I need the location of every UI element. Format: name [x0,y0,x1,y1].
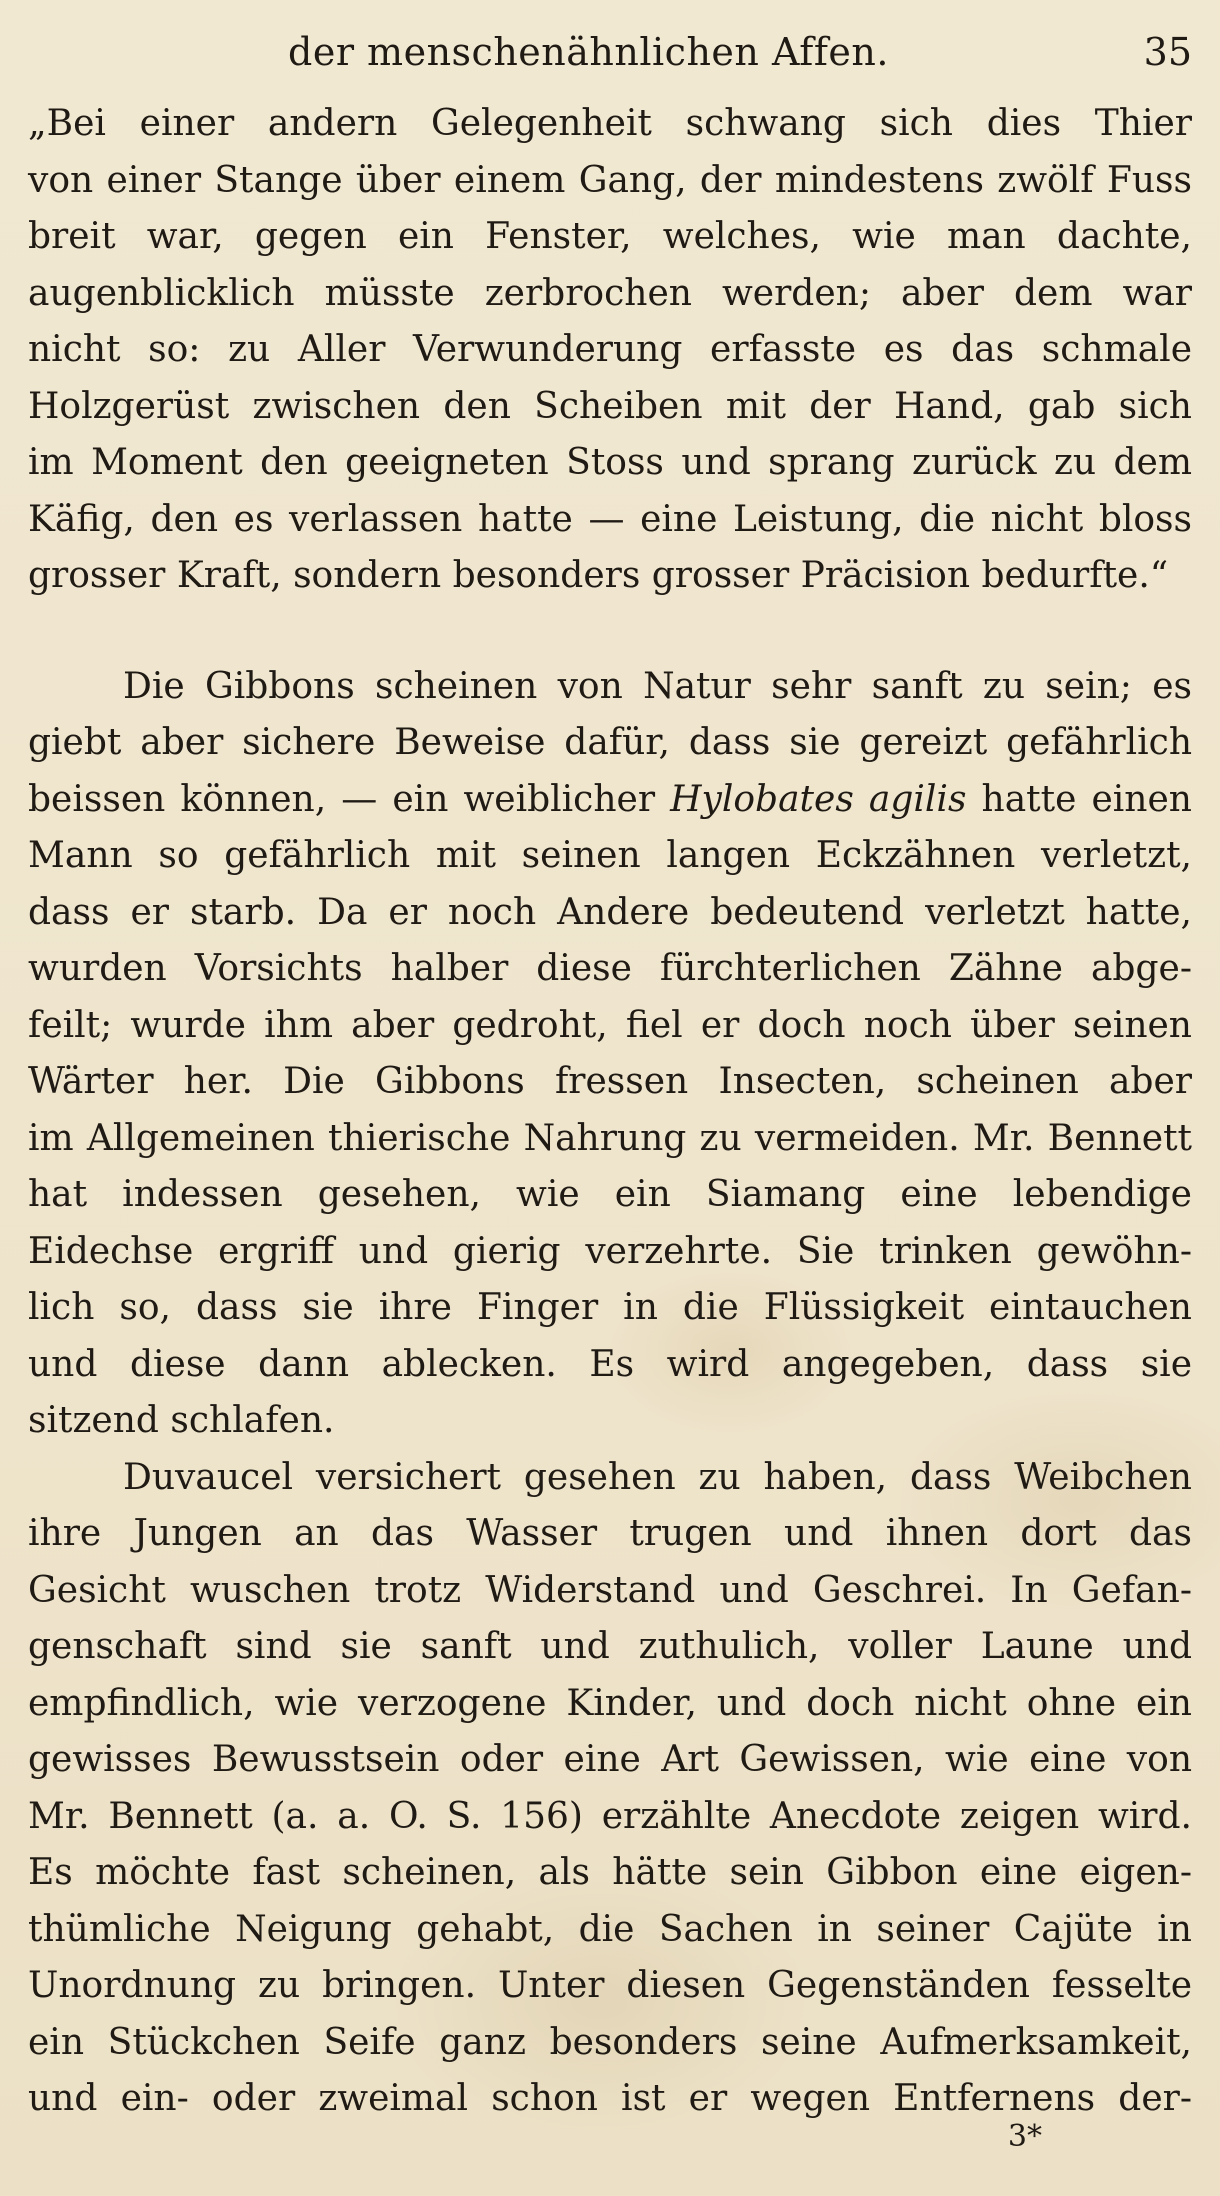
text-line: giebt aber sichere Beweise dafür, dass sie gereizt gefährlich [28,722,1192,763]
text-line: gewisses Bewusstsein oder eine Art Gewissen, wie eine von [28,1739,1192,1780]
text-line: genschaft sind sie sanft und zuthulich, voller Laune und [28,1626,1192,1667]
text-line: Mr. Bennett (a. a. O. S. 156) erzählte Anecdote zeigen wird. [28,1795,1192,1837]
text-line: im Allgemeinen thierische Nahrung zu vermeiden. Mr. Bennett [28,1117,1192,1159]
body-text [28,96,1192,2128]
text-line: ein Stückchen Seife ganz besonders seine Aufmerksamkeit, [28,2021,1192,2063]
species-name: Hylobates agilis [670,778,967,820]
text-line: Holzgerüst zwischen den Scheiben mit der Hand, gab sich [28,385,1192,427]
text-line-species [28,772,1192,829]
paragraph-quote [28,96,1192,605]
paragraph-gap [28,605,1192,659]
text-line: „Bei einer andern Gelegenheit schwang sich dies Thier [28,103,1192,144]
text-line: grosser Kraft, sondern besonders grosser Präcision bedurfte.“ [28,555,1169,596]
text-line: Duvaucel versichert gesehen zu haben, dass Weibchen [123,1456,1192,1498]
text-line: feilt; wurde ihm aber gedroht, fiel er doch noch über seinen [28,1004,1192,1046]
text-segment: hatte einen [966,778,1192,820]
text-line: dass er starb. Da er noch Andere bedeutend verletzt hatte, [28,891,1192,933]
text-line: hat indessen gesehen, wie ein Siamang eine lebendige [28,1174,1192,1215]
paragraph-gibbons-nature [28,659,1192,1450]
page-number: 35 [1143,30,1192,74]
text-line: und ein- oder zweimal schon ist er wegen Entfernens der- [28,2078,1192,2119]
text-line: Mann so gefährlich mit seinen langen Eckzähnen verletzt, [28,835,1192,876]
text-line: thümliche Neigung gehabt, die Sachen in seiner Cajüte in [28,1908,1192,1950]
text-line: Die Gibbons scheinen von Natur sehr sanft zu sein; es [123,665,1192,707]
text-line: und diese dann ablecken. Es wird angegeben, dass sie [28,1343,1192,1385]
signature-mark: 3* [1007,2119,1042,2154]
text-line: von einer Stange über einem Gang, der mindestens zwölf Fuss [28,159,1192,201]
text-line: im Moment den geeigneten Stoss und sprang zurück zu dem [28,442,1192,483]
text-line: Gesicht wuschen trotz Widerstand und Geschrei. In Gefan- [28,1569,1192,1611]
page-header [28,22,1192,82]
text-line: Unordnung zu bringen. Unter diesen Gegenständen fesselte [28,1965,1192,2006]
text-line: Eidechse ergriff und gierig verzehrte. Sie trinken gewöhn- [28,1230,1192,1272]
text-line: nicht so: zu Aller Verwunderung erfasste es das schmale [28,329,1192,370]
text-line: breit war, gegen ein Fenster, welches, wie man dachte, [28,216,1192,257]
text-line: sitzend schlafen. [28,1400,335,1441]
running-head: der menschenähnlichen Affen. [288,30,889,74]
text-line: ihre Jungen an das Wasser trugen und ihnen dort das [28,1513,1192,1554]
text-line: lich so, dass sie ihre Finger in die Flüssigkeit eintauchen [28,1287,1192,1328]
text-line: augenblicklich müsste zerbrochen werden; aber dem war [28,272,1192,314]
text-segment: beissen können, — ein weiblicher [28,778,671,820]
text-line: wurden Vorsichts halber diese fürchterlichen Zähne abge- [28,948,1192,989]
text-line: empfindlich, wie verzogene Kinder, und doch nicht ohne ein [28,1682,1192,1724]
text-line: Wärter her. Die Gibbons fressen Insecten, scheinen aber [28,1061,1192,1102]
text-line: Es möchte fast scheinen, als hätte sein Gibbon eine eigen- [28,1852,1192,1893]
paragraph-duvaucel [28,1450,1192,2128]
text-line: Käfig, den es verlassen hatte — eine Leistung, die nicht bloss [28,498,1192,540]
